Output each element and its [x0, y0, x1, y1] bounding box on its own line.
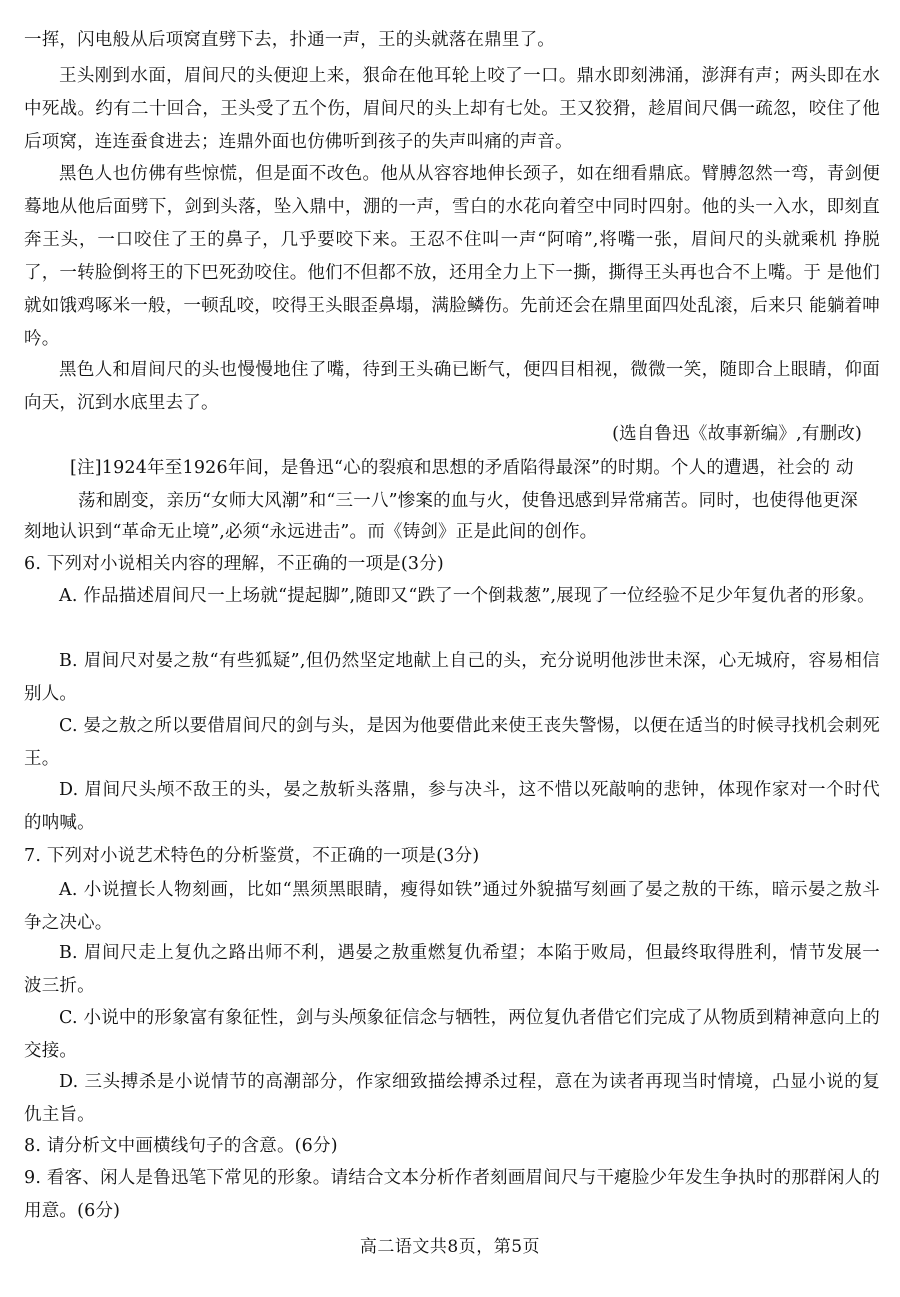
question-6-stem: 6. 下列对小说相关内容的理解，不正确的一项是(3分)	[24, 554, 444, 574]
question-8: 8. 请分析文中画横线句子的含意。(6分)	[24, 1136, 338, 1156]
question-6-option-c: C. 晏之敖之所以要借眉间尺的剑与头，是因为他要借此来使王丧失警惕，以便在适当的时候寻找机会刺死王。	[24, 716, 880, 769]
question-6-option-a: A. 作品描述眉间尺一上场就“提起脚”,随即又“跌了一个倒栽葱”,展现了一位经验不足少年复仇者的形象。	[59, 586, 875, 606]
question-7-option-d: D. 三头搏杀是小说情节的高潮部分，作家细致描绘搏杀过程，意在为读者再现当时情境，凸显小说的复仇主旨。	[24, 1072, 880, 1125]
question-6-option-d: D. 眉间尺头颅不敌王的头，晏之敖斩头落鼎，参与决斗，这不惜以死敲响的悲钟，体现作家对一个时代的呐喊。	[24, 780, 880, 833]
passage-paragraph-1: 一挥，闪电般从后项窝直劈下去，扑通一声，王的头就落在鼎里了。	[24, 30, 555, 50]
question-9: 9. 看客、闲人是鲁迅笔下常见的形象。请结合文本分析作者刻画眉间尺与干瘪脸少年发生争执时的那群闲人的用意。(6分)	[24, 1168, 880, 1221]
question-7-stem: 7. 下列对小说艺术特色的分析鉴赏，不正确的一项是(3分)	[24, 846, 480, 866]
note-line-3: 刻地认识到“革命无止境”,必须“永远进击”。而《铸剑》正是此间的创作。	[24, 522, 598, 542]
passage-paragraph-4: 黑色人和眉间尺的头也慢慢地住了嘴，待到王头确已断气，便四目相视，微微一笑，随即合上眼睛，仰面向天，沉到水底里去了。	[24, 360, 880, 413]
source-citation: (选自鲁迅《故事新编》,有删改)	[612, 424, 862, 444]
note-line-1: [注]1924年至1926年间，是鲁迅“心的裂痕和思想的矛盾陷得最深”的时期。个人的遭遇，社会的 动	[70, 458, 854, 478]
note-line-2: 荡和剧变，亲历“女师大风潮”和“三一八”惨案的血与火，使鲁迅感到异常痛苦。同时，也使得他更深	[78, 491, 858, 511]
passage-paragraph-2: 王头刚到水面，眉间尺的头便迎上来，狠命在他耳轮上咬了一口。鼎水即刻沸涌，澎湃有声；两头即在水中死战。约有二十回合，王头受了五个伤，眉间尺的头上却有七处。王又狡猾，趁眉间尺偶一疏忽，咬住了他后项窝，连连蚕食进去；连鼎外面也仿佛听到孩子的失声叫痛的声音。	[24, 66, 880, 152]
question-7-option-b: B. 眉间尺走上复仇之路出师不利，遇晏之敖重燃复仇希望；本陷于败局，但最终取得胜利，情节发展一波三折。	[24, 943, 880, 996]
passage-paragraph-3: 黑色人也仿佛有些惊慌，但是面不改色。他从从容容地伸长颈子，如在细看鼎底。臂膊忽然一弯，青剑便蓦地从他后面劈下，剑到头落，坠入鼎中，淜的一声，雪白的水花向着空中同时四射。他的头一入水，即刻直奔王头，一口咬住了王的鼻子，几乎要咬下来。王忍不住叫一声“阿唷”,将嘴一张，眉间尺的头就乘机 挣脱了，一转脸倒将王的下巴死劲咬住。他们不但都不放，还用全力上下一撕，撕得王头再也合不上嘴。于 是他们就如饿鸡啄米一般，一顿乱咬，咬得王头眼歪鼻塌，满脸鳞伤。先前还会在鼎里面四处乱滚，后来只 能躺着呻吟。	[24, 164, 880, 349]
question-7-option-c: C. 小说中的形象富有象征性，剑与头颅象征信念与牺牲，两位复仇者借它们完成了从物质到精神意向上的交接。	[24, 1008, 880, 1061]
question-6-option-b: B. 眉间尺对晏之敖“有些狐疑”,但仍然坚定地献上自己的头，充分说明他涉世未深，心无城府，容易相信别人。	[24, 651, 880, 704]
page-footer: 高二语文共8页，第5页	[359, 1237, 541, 1257]
question-7-option-a: A. 小说擅长人物刻画，比如“黑须黑眼睛，瘦得如铁”通过外貌描写刻画了晏之敖的干练，暗示晏之敖斗争之决心。	[24, 880, 880, 933]
